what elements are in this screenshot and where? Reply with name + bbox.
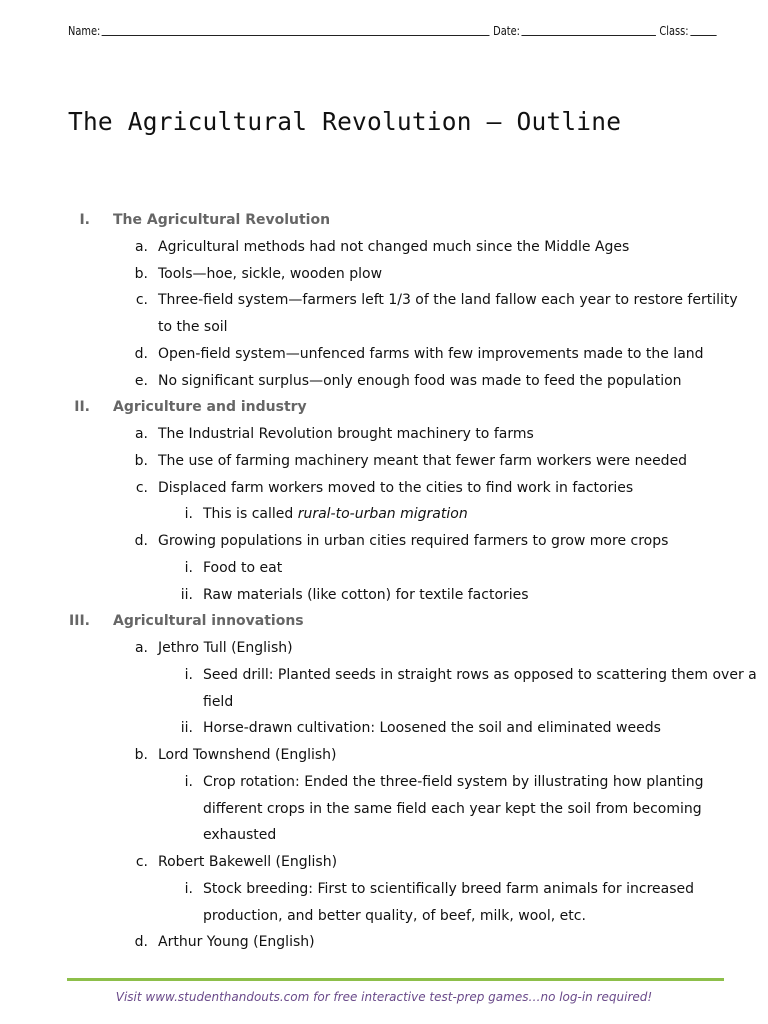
item-letter: d. <box>134 533 148 549</box>
item-text: Agricultural methods had not changed much since the Middle Ages <box>158 238 630 255</box>
subitem-numeral: ii. <box>180 720 193 737</box>
section-number: III. <box>69 613 90 630</box>
outline-item <box>0 234 768 261</box>
outline-subitem-continuation <box>0 796 768 823</box>
outline-subitem-continuation <box>0 689 768 716</box>
subitem-numeral: i. <box>184 559 193 576</box>
outline-item <box>0 742 768 769</box>
subitem-text-continued: exhausted <box>203 827 277 844</box>
class-blank-line[interactable] <box>690 22 716 36</box>
item-letter: b. <box>134 265 148 282</box>
outline-item <box>0 341 768 368</box>
subitem-text <box>203 501 468 528</box>
subitem-numeral: i. <box>184 880 193 897</box>
outline-subitem-continuation <box>0 822 768 849</box>
subitem-text: Raw materials (like cotton) for textile factories <box>203 586 529 603</box>
outline-item <box>0 261 768 288</box>
outline-subitem <box>0 662 768 689</box>
section-title: Agricultural innovations <box>113 613 304 630</box>
item-text: Growing populations in urban cities required farmers to grow more crops <box>158 533 669 549</box>
name-label: Name: <box>68 24 101 38</box>
subitem-numeral: i. <box>184 506 193 523</box>
item-letter: d. <box>134 345 148 362</box>
footer-promo-text: Visit www.studenthandouts.com for free interactive test-prep games…no log-in required! <box>115 990 653 1004</box>
subitem-text: Seed drill: Planted seeds in straight rows as opposed to scattering them over a <box>203 666 757 683</box>
item-text: Lord Townshend (English) <box>158 747 337 763</box>
outline-item <box>0 368 768 395</box>
footer-divider <box>67 978 724 981</box>
outline-item <box>0 635 768 662</box>
subitem-numeral: ii. <box>180 586 193 603</box>
item-text: No significant surplus—only enough food was made to feed the population <box>158 372 682 389</box>
section-heading <box>0 394 768 421</box>
section-heading <box>0 207 768 234</box>
outline-subitem <box>0 555 768 582</box>
outline-item <box>0 528 768 555</box>
subitem-text-continued: different crops in the same field each year kept the soil from becoming <box>203 800 702 817</box>
item-text: Jethro Tull (English) <box>158 640 293 656</box>
subitem-numeral: i. <box>184 666 193 683</box>
item-letter: b. <box>134 452 148 469</box>
item-letter: d. <box>134 934 148 951</box>
subitem-text-emphasis: rural-to-urban migration <box>297 506 468 523</box>
subitem-text-continued: production, and better quality, of beef, milk, wool, etc. <box>203 907 586 924</box>
subitem-text: Stock breeding: First to scientifically breed farm animals for increased <box>203 880 695 897</box>
item-text: Arthur Young (English) <box>158 934 315 951</box>
item-letter: c. <box>135 479 148 496</box>
item-text: The use of farming machinery meant that fewer farm workers were needed <box>158 452 688 469</box>
outline-item <box>0 287 768 314</box>
date-blank-line[interactable] <box>522 22 656 36</box>
outline-subitem <box>0 582 768 609</box>
outline-subitem <box>0 715 768 742</box>
item-letter: a. <box>134 640 148 656</box>
subitem-text-continued: field <box>203 693 234 710</box>
item-letter: c. <box>135 292 148 309</box>
item-letter: a. <box>134 238 148 255</box>
subitem-text: Food to eat <box>203 559 283 576</box>
item-text: Three-field system—farmers left 1/3 of the land fallow each year to restore fertility <box>158 292 738 309</box>
section-heading <box>0 608 768 635</box>
item-text: Tools—hoe, sickle, wooden plow <box>158 265 383 282</box>
outline-item <box>0 448 768 475</box>
outline-item <box>0 929 768 956</box>
subitem-text: Horse-drawn cultivation: Loosened the soil and eliminated weeds <box>203 720 661 737</box>
item-text: Open-field system—unfenced farms with few improvements made to the land <box>158 345 704 362</box>
item-text: Robert Bakewell (English) <box>158 854 338 870</box>
outline-item-continuation <box>0 314 768 341</box>
worksheet-header <box>68 18 724 38</box>
outline-item <box>0 475 768 502</box>
name-blank-line[interactable] <box>102 22 490 36</box>
outline-item <box>0 849 768 876</box>
outline <box>0 207 768 956</box>
section-title: Agriculture and industry <box>113 399 307 416</box>
subitem-numeral: i. <box>184 773 193 790</box>
class-label: Class: <box>659 24 689 38</box>
outline-subitem <box>0 501 768 528</box>
date-label: Date: <box>493 24 520 38</box>
outline-item <box>0 421 768 448</box>
outline-subitem <box>0 876 768 903</box>
item-letter: b. <box>134 747 148 763</box>
item-text-continued: to the soil <box>158 319 228 335</box>
outline-subitem <box>0 769 768 796</box>
section-title: The Agricultural Revolution <box>113 212 331 228</box>
item-text: The Industrial Revolution brought machinery to farms <box>158 426 534 442</box>
subitem-text: Crop rotation: Ended the three-field system by illustrating how planting <box>203 773 704 790</box>
item-text: Displaced farm workers moved to the cities to find work in factories <box>158 479 634 496</box>
outline-subitem-continuation <box>0 903 768 930</box>
page-title: The Agricultural Revolution – Outline <box>68 107 622 136</box>
subitem-text-plain: This is called <box>203 506 298 523</box>
section-number: II. <box>74 399 90 416</box>
item-letter: a. <box>134 426 148 442</box>
item-letter: e. <box>134 372 148 389</box>
item-letter: c. <box>135 854 148 870</box>
section-number: I. <box>79 212 90 228</box>
